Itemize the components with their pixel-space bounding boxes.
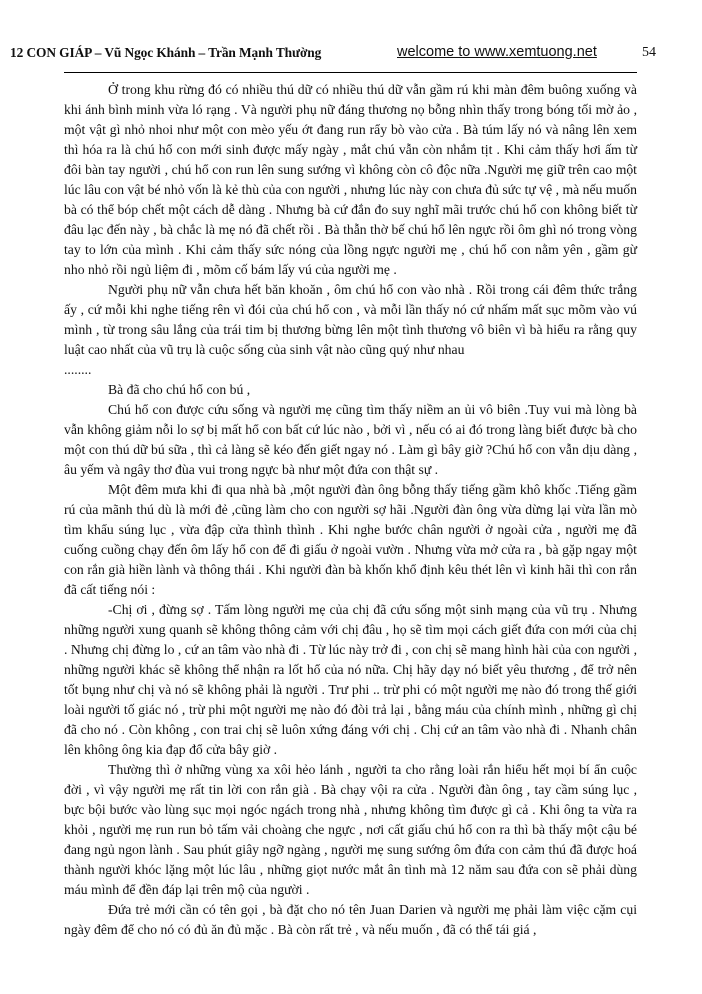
book-title: 12 CON GIÁP – Vũ Ngọc Khánh – Trần Mạnh Thường: [10, 45, 322, 60]
paragraph: Bà đã cho chú hổ con bú ,: [108, 382, 251, 397]
website-link[interactable]: welcome to www.xemtuong.net: [397, 44, 597, 60]
ellipsis-line: ........: [64, 362, 92, 377]
page-header: [10, 45, 656, 67]
paragraph: Đứa trẻ mới cần có tên gọi , bà đặt cho nó tên Juan Darien và người mẹ phải làm việc cặm cụi ngày đêm để cho nó có đủ ăn đủ mặc . Bà còn rất trẻ , và nếu muốn , đã có thể tái giá ,: [64, 902, 637, 937]
paragraph: -Chị ơi , đừng sợ . Tấm lòng người mẹ của chị đã cứu sống một sinh mạng của vũ trụ . Nhưng những người xung quanh sẽ không thông cảm với chị đâu , họ sẽ tìm mọi cách giết đứa con mới của chị . Nhưng chị đừng lo , cứ an tâm vào nhà đi . Từ lúc này trở đi , con chị sẽ mang hình hài của con người , những người khác sẽ không thể nhận ra lốt hổ của nó nữa. Chị hãy dạy nó biết yêu thương , để trở nên tốt bụng như chị và nó sẽ không phải là người . Trư phi .. trừ phi có một người mẹ nào đó trong thế giới loài người tố giác nó , trừ phi một người mẹ nào đó đòi trả lại , bằng máu của chính mình , những gì chị đã cho nó . Còn không , con trai chị sẽ luôn xứng đáng với chị . Chị cứ an tâm vào nhà đi . Nhanh chân lên không ông kia đạp đổ cửa bây giờ .: [64, 602, 637, 757]
paragraph: Thường thì ở những vùng xa xôi hẻo lánh , người ta cho rằng loài rắn hiểu hết mọi bí ẩn cuộc đời , vì vậy người mẹ rất tin lời con rắn già . Bà chạy vội ra cửa . Người đàn ông , tay cầm súng lục , bực bội bước vào lùng sục mọi ngóc ngách trong nhà , nhưng không tìm được gì cả . Khi ông ta vừa ra khỏi , người mẹ run run bỏ tấm vải choàng che ngực , nơi cất giấu chú hổ con ra thì bà thấy một cậu bé đang ngủ ngon lành . Sau phút giây ngỡ ngàng , người mẹ sung sướng ôm đứa con cảm thú đã được hoá thành người khóc lặng một lúc lâu , những giọt nước mắt ân tình mà 12 năm sau đứa con sẽ phải dùng máu mình để đền đáp lại trên mộ của người .: [64, 762, 637, 897]
paragraph: Chú hổ con được cứu sống và người mẹ cũng tìm thấy niềm an ủi vô biên .Tuy vui mà lòng bà vẫn không giảm nỗi lo sợ bị mất hổ con bất cứ lúc nào , bởi vì , nếu có ai đó trong làng biết được bà cho một con thú dữ bú sữa , thì cả làng sẽ kéo đến giết ngay nó . Làm gì bây giờ ?Chú hổ con vẫn dịu dàng , âu yếm và ngây thơ đùa vui trong ngực bà như một đứa con thật sự .: [64, 402, 637, 477]
paragraph: Người phụ nữ vẫn chưa hết băn khoăn , ôm chú hổ con vào nhà . Rồi trong cái đêm thức trắng ấy , cứ mỗi khi nghe tiếng rên vì đói của chú hổ con , và mỗi lần thấy nó cứ nhấm mất sục mõm vào vú mình , từ trong sâu lắng của trái tim bị thương bừng lên một tình thương vô biên vì bà hiểu ra rằng quy luật cao nhất của vũ trụ là cuộc sống của sinh vật nào cũng quý như nhau: [64, 282, 637, 357]
page-number: 54: [642, 45, 656, 60]
header-divider: [64, 72, 637, 73]
paragraph: Ở trong khu rừng đó có nhiều thú dữ có nhiều thú dữ vẫn gầm rú khi màn đêm buông xuống và khi ánh bình minh vừa ló rạng . Và người phụ nữ đáng thương nọ bỗng nhìn thấy trong bóng tối mờ ảo , một vật gì nhỏ nhoi như một con mèo yếu ớt đang run rẩy bò vào cửa . Bà túm lấy nó và nâng lên xem thì hóa ra là chú hổ con mới sinh được mấy ngày , mắt chú vẫn còn nhắm tịt . Khi cảm thấy hơi ấm từ đôi bàn tay người , chú hổ con run lên sung sướng vì không còn cô độc nữa .Người mẹ giữ trên cao một lúc lâu con vật bé nhỏ vốn là kẻ thù của con người , nhưng lúc này con chưa đủ sức tự vệ , mà nếu muốn bà có thể bóp chết một cách dễ dàng . Nhưng bà cứ đắn đo suy nghĩ mãi trước chú hổ con không biết từ đâu lạc đến này , bà chắc là mẹ nó đã chết rồi . Bà thẫn thờ bế chú hổ lên ngực rồi ôm ghì nó trong vòng tay to lớn của mình . Khi cảm thấy sức nóng của lồng ngực người mẹ , chú hổ con nằm yên , gầm gừ nho nhỏ rồi ngủ liệm đi , mõm cố bám lấy vú của người mẹ .: [64, 82, 637, 277]
body-text: [64, 80, 637, 940]
paragraph: Một đêm mưa khi đi qua nhà bà ,một người đàn ông bỗng thấy tiếng gầm khô khốc .Tiếng gầm rú của mãnh thú dù là mới đẻ ,cũng làm cho con người sợ hãi .Người đàn ông vừa dừng lại vừa lần mò tìm khẩu súng lục , vừa đập cửa thình thình . Khi nghe bước chân người ở ngoài cửa , người mẹ đã cuống cuồng chạy đến ôm lấy hổ con để đi giấu ở ngoài vườn . Nhưng vừa mở cửa ra , bà gặp ngay một con rắn già hiền lành và thông thái . Khi người đàn bà khốn khổ định kêu thét lên vì kinh hãi thì con rắn đã cất tiếng nói :: [64, 482, 637, 597]
